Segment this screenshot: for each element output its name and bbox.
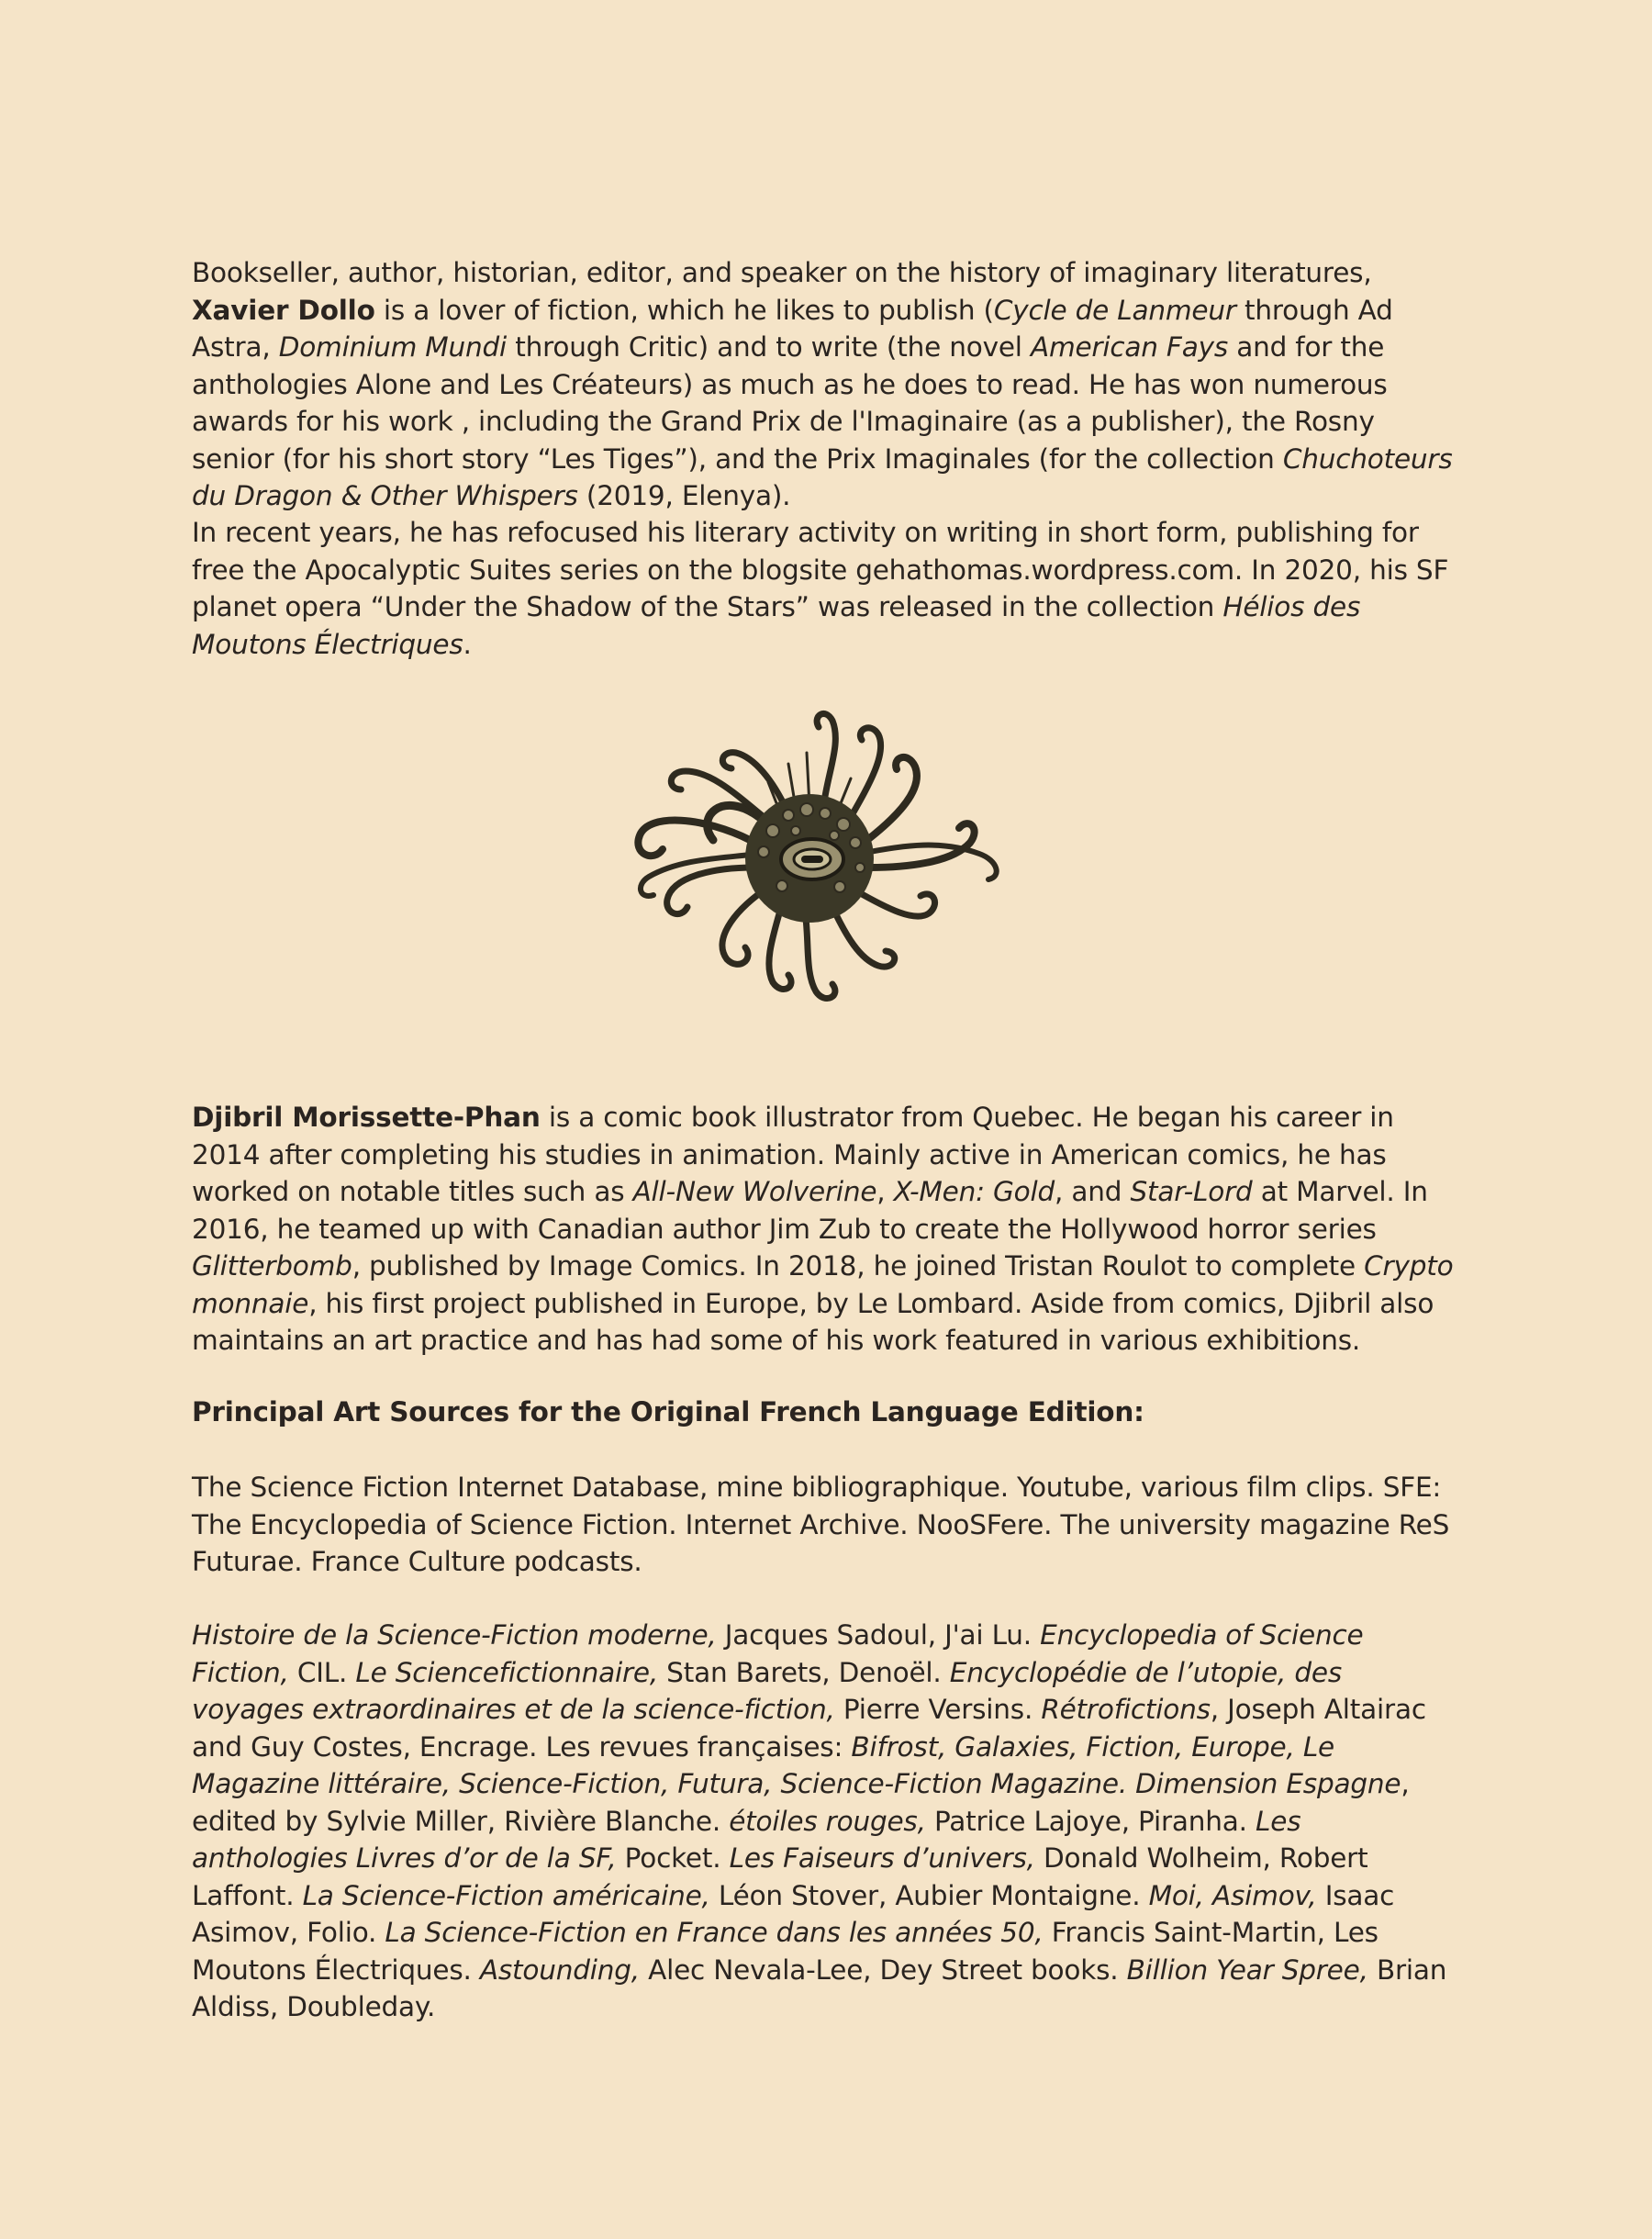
text-run: Donald Wolheim, Robert Laffont. bbox=[192, 1842, 1368, 1911]
italic-title: Bifrost, Galaxies, Fiction, Europe, Le Magazine littéraire, Science-Fiction, Futura, Science-Fiction Magazine. Dimension Espagne bbox=[192, 1730, 1401, 1799]
text-run: Stan Barets, Denoël. bbox=[658, 1656, 950, 1688]
text-run: , published by Image Comics. In 2018, he joined Tristan Roulot to complete bbox=[352, 1250, 1365, 1282]
text-run: , and bbox=[1055, 1176, 1131, 1207]
italic-title: Hélios des Moutons Électriques bbox=[192, 591, 1361, 660]
italic-title: Le Sciencefictionnaire, bbox=[355, 1656, 658, 1688]
sources-web-paragraph: The Science Fiction Internet Database, mine bibliographique. Youtube, various film clips. SFE: The Encyclopedia of Science Fiction. Internet Archive. NooSFere. The university magazine ReS Futurae. France Culture podcasts. bbox=[192, 1472, 1450, 1577]
text-run: is a comic book illustrator from Quebec. He began his career in 2014 after completing his studies in animation. Mainly active in American comics, he has worked on notable titles such as bbox=[192, 1102, 1394, 1207]
text-run: Jacques Sadoul, J'ai Lu. bbox=[716, 1619, 1041, 1651]
text-run: , edited by Sylvie Miller, Rivière Blanche. bbox=[192, 1768, 1410, 1837]
italic-title: Encyclopedia of Science Fiction, bbox=[192, 1619, 1364, 1688]
text-run: Bookseller, author, historian, editor, and speaker on the history of imaginary literatures, bbox=[192, 257, 1372, 288]
text-run: Isaac Asimov, Folio. bbox=[192, 1879, 1395, 1948]
italic-title: Rétrofictions bbox=[1041, 1694, 1211, 1725]
text-run: is a lover of fiction, which he likes to publish ( bbox=[374, 294, 994, 326]
text-run: In recent years, he has refocused his literary activity on writing in short form, publishing for free the Apocalyptic Suites series on the blogsite gehathomas.wordpress.com. In 2020, his SF planet opera “Under the Shadow of the Stars” was released in the collection bbox=[192, 517, 1449, 622]
text-run: Brian Aldiss, Doubleday. bbox=[192, 1954, 1447, 2022]
italic-title: Encyclopédie de l’utopie, des voyages extraordinaires et de la science-fiction, bbox=[192, 1656, 1342, 1725]
text-run: Patrice Lajoye, Piranha. bbox=[925, 1805, 1256, 1837]
text-run: Francis Saint-Martin, Les Moutons Électriques. bbox=[192, 1917, 1379, 1986]
italic-title: Chuchoteurs du Dragon & Other Whispers bbox=[192, 442, 1453, 511]
bio-dollo-paragraph-1 bbox=[192, 254, 1458, 515]
text-run: , bbox=[876, 1176, 894, 1207]
italic-title: All-New Wolverine bbox=[632, 1176, 877, 1207]
text-run: Pocket. bbox=[616, 1842, 730, 1874]
italic-title: Cycle de Lanmeur bbox=[993, 294, 1236, 326]
bold-name: Djibril Morissette-Phan bbox=[192, 1102, 541, 1133]
text-run: at Marvel. In 2016, he teamed up with Canadian author Jim Zub to create the Hollywood horror series bbox=[192, 1176, 1428, 1245]
text-run: . bbox=[463, 628, 472, 660]
bio-xavier-dollo bbox=[192, 254, 1458, 515]
italic-title: étoiles rouges, bbox=[729, 1805, 926, 1837]
italic-title: La Science-Fiction américaine, bbox=[302, 1879, 710, 1911]
italic-title: American Fays bbox=[1030, 331, 1229, 363]
text-run: , his first project published in Europe, by Le Lombard. Aside from comics, Djibril also maintains an art practice and has had some of his work featured in various exhibitions. bbox=[192, 1287, 1434, 1356]
text-run: and for the anthologies Alone and Les Créateurs) as much as he does to read. He has won numerous awards for his work , including the Grand Prix de l'Imaginaire (as a publisher), the Rosny senior (for his short story “Les Tiges”), and the Prix Imaginales (for the collection bbox=[192, 331, 1388, 475]
text-run: , Joseph Altairac and Guy Costes, Encrage. Les revues françaises: bbox=[192, 1694, 1426, 1763]
text-run: CIL. bbox=[288, 1656, 356, 1688]
italic-title: Star-Lord bbox=[1130, 1176, 1253, 1207]
italic-title: X-Men: Gold bbox=[893, 1176, 1055, 1207]
italic-title: Billion Year Spree, bbox=[1126, 1954, 1368, 1986]
bio-djibril-morissette-phan bbox=[192, 1099, 1458, 1360]
bio-dollo-paragraph-2 bbox=[192, 514, 1458, 663]
text-run: Léon Stover, Aubier Montaigne. bbox=[709, 1879, 1149, 1911]
italic-title: Les anthologies Livres d’or de la SF, bbox=[192, 1805, 1301, 1874]
italic-title: Astounding, bbox=[479, 1954, 640, 1986]
italic-title: Glitterbomb bbox=[192, 1250, 352, 1282]
italic-title: Histoire de la Science-Fiction moderne, bbox=[192, 1619, 717, 1651]
text-run: through Critic) and to write (the novel bbox=[507, 331, 1031, 363]
bio-morissette-paragraph bbox=[192, 1099, 1458, 1360]
italic-title: Crypto monnaie bbox=[192, 1250, 1454, 1319]
italic-title: La Science-Fiction en France dans les années 50, bbox=[385, 1917, 1044, 1948]
sources-books-paragraph bbox=[192, 1617, 1458, 2026]
sources-heading: Principal Art Sources for the Original French Language Edition: bbox=[192, 1396, 1144, 1427]
text-run: through Ad Astra, bbox=[192, 294, 1393, 363]
bio-xavier-dollo-continued bbox=[192, 514, 1458, 663]
italic-title: Moi, Asimov, bbox=[1148, 1879, 1317, 1911]
sources-books-list bbox=[192, 1617, 1458, 2026]
italic-title: Les Faiseurs d’univers, bbox=[729, 1842, 1035, 1874]
text-run: Pierre Versins. bbox=[834, 1694, 1042, 1725]
text-run: (2019, Elenya). bbox=[577, 480, 791, 511]
tentacled-eye-creature-icon bbox=[575, 679, 1053, 1019]
text-run: Alec Nevala-Lee, Dey Street books. bbox=[639, 1954, 1127, 1986]
italic-title: Dominium Mundi bbox=[278, 331, 508, 363]
bold-name: Xavier Dollo bbox=[192, 294, 375, 326]
